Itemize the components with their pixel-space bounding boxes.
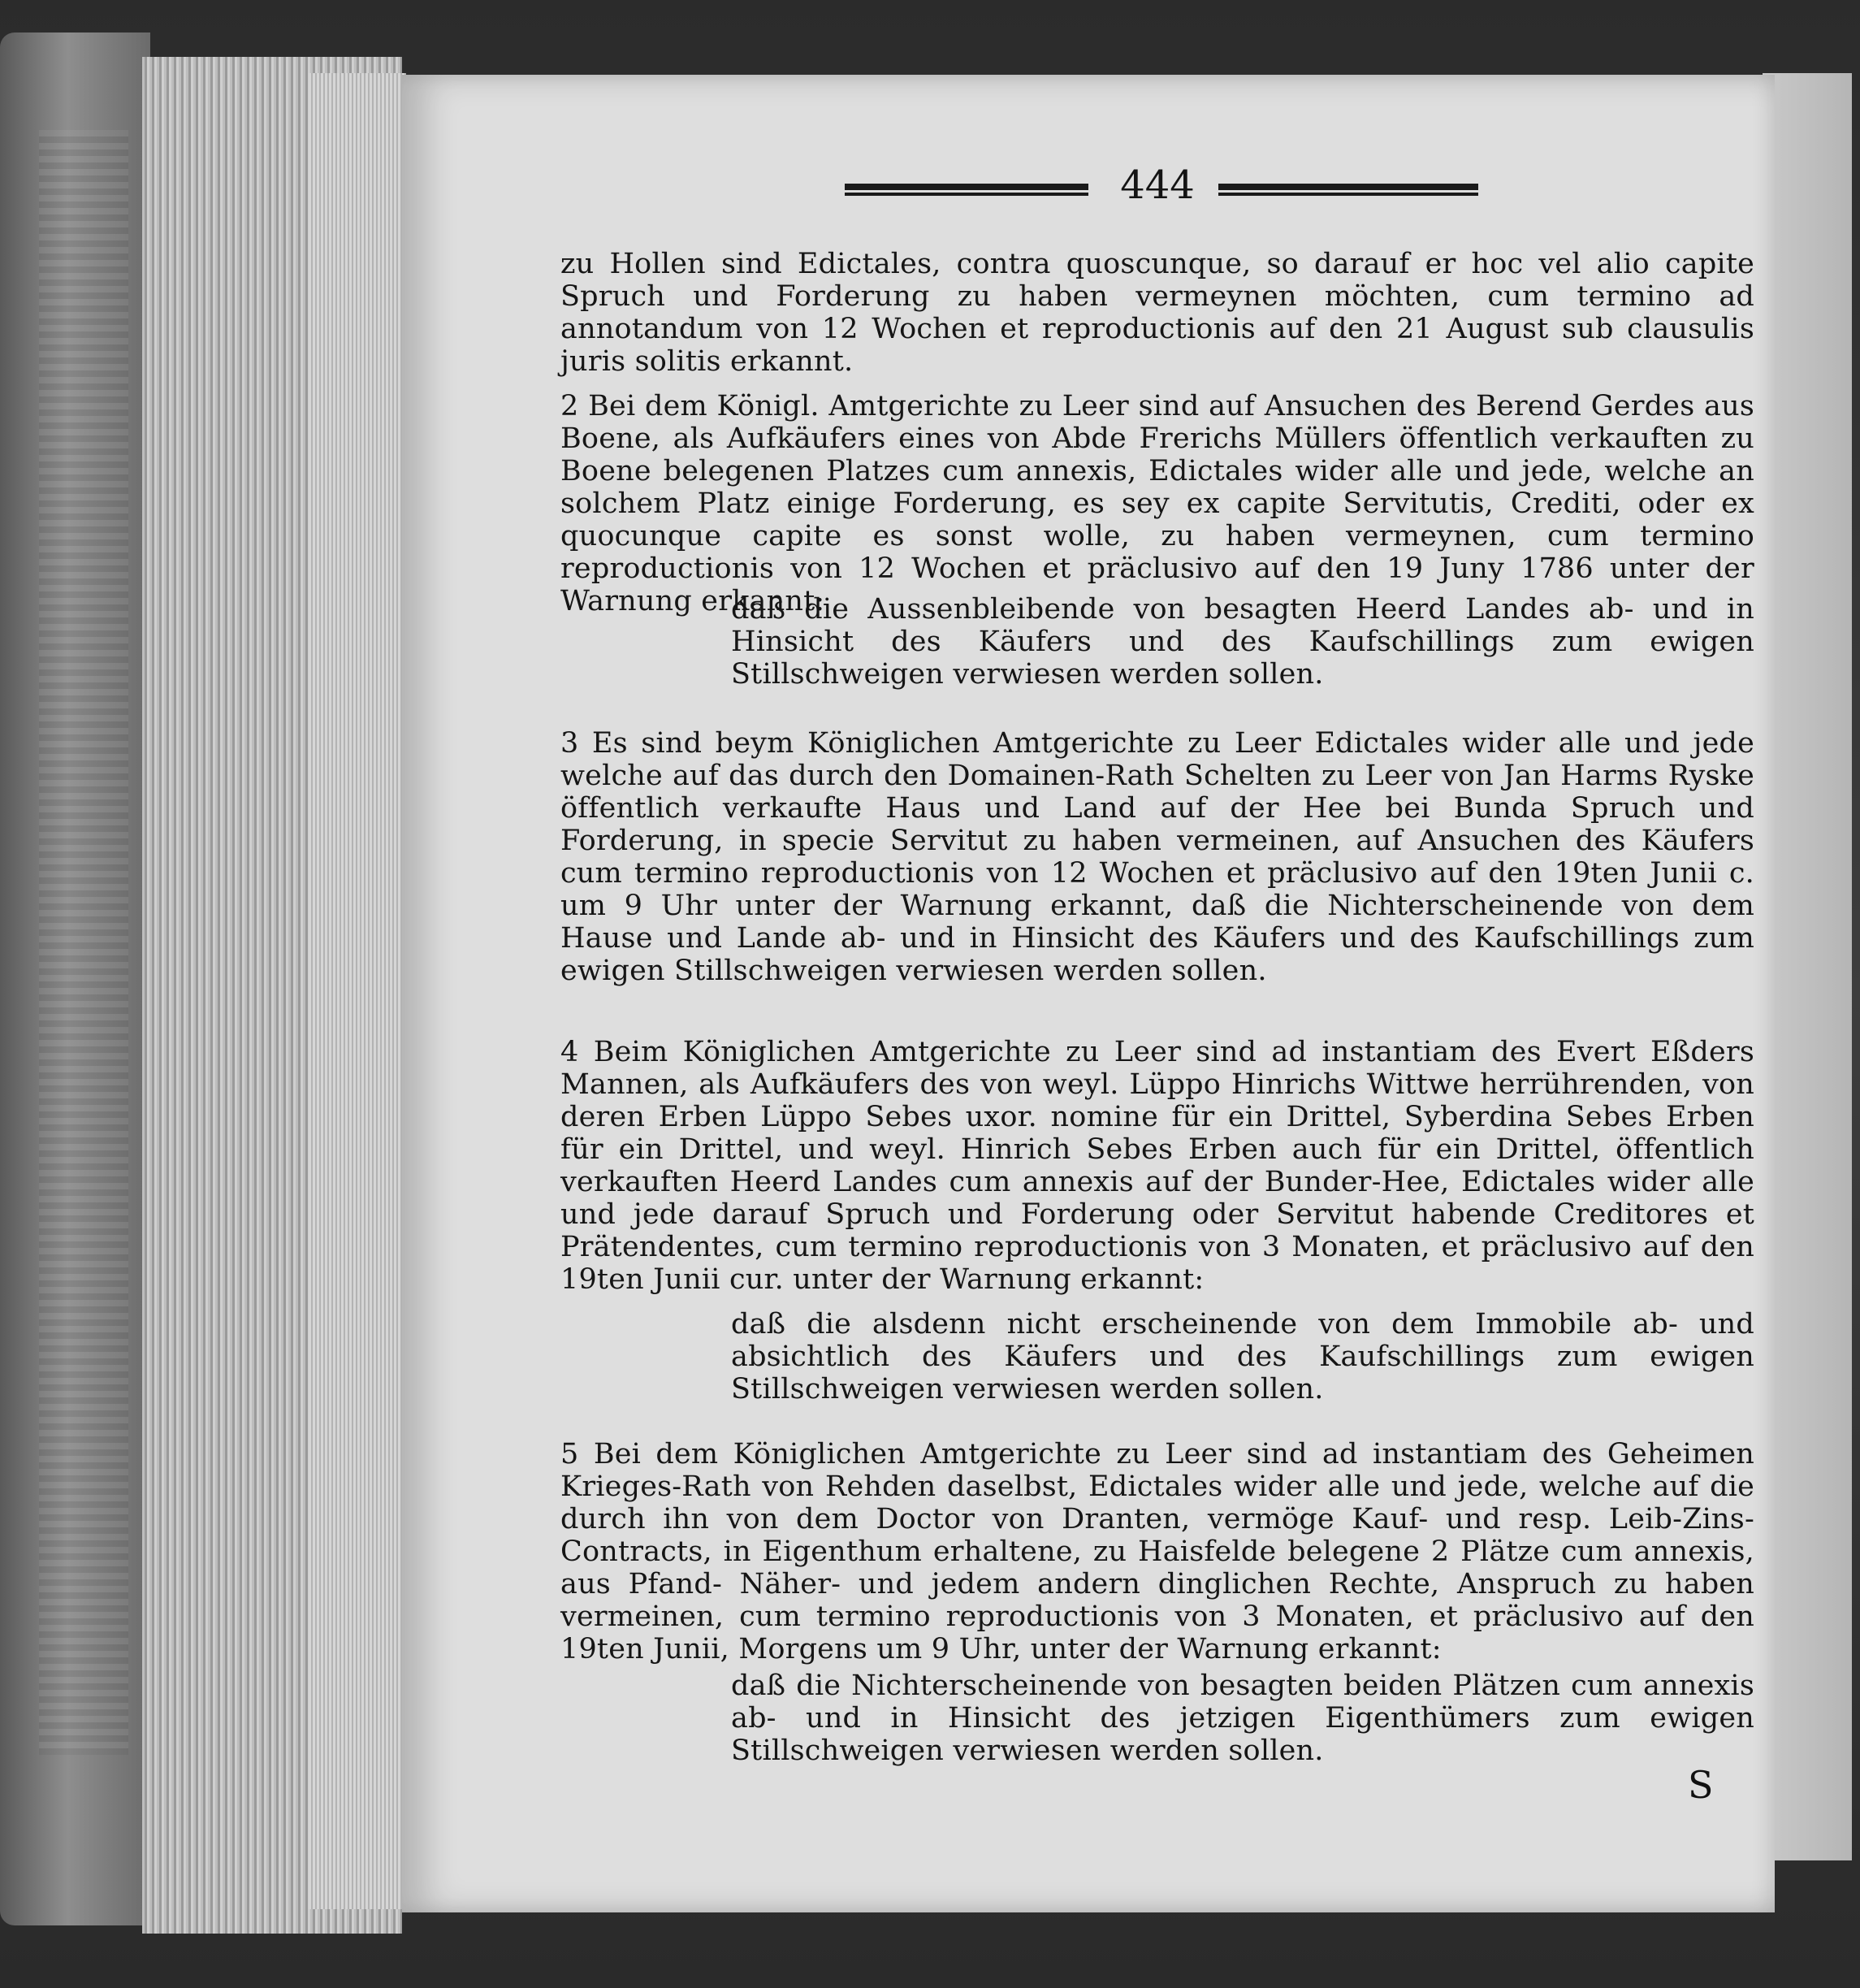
paragraph-5-clause: daß die Nichterscheinende von besagten beiden Plätzen cum annexis ab- und in Hinsicht des jetzigen Eigenthümers zum ewigen Stillschweigen verwiesen werden sollen. xyxy=(731,1670,1754,1767)
paragraph-4: 4 Beim Königlichen Amtgerichte zu Leer sind ad instantiam des Evert Eßders Mannen, als Aufkäufers des von weyl. Lüppo Hinrichs Wittwe herrührenden, von deren Erben Lüppo Sebes uxor. nomine für ein Drittel, Syberdina Sebes Erben für ein Drittel, und weyl. Hinrich Sebes Erben auch für ein Drittel, öffentlich verkauften Heerd Landes cum annexis auf der Bunder-Hee, Edictales wider alle und jede darauf Spruch und Forderung oder Servitut habende Creditores et Prätendentes, cum termino reproductionis von 3 Monaten, et präclusivo auf den 19ten Junii cur. unter der Warnung erkannt: xyxy=(560,1036,1754,1296)
paragraph-3: 3 Es sind beym Königlichen Amtgerichte zu Leer Edictales wider alle und jede welche auf das durch den Domainen-Rath Schelten zu Leer von Jan Harms Ryske öffentlich verkaufte Haus und Land auf der Hee bei Bunda Spruch und Forderung, in specie Servitut zu haben vermeinen, auf Ansuchen des Käufers cum termino reproductionis von 12 Wochen et präclusivo auf den 19ten Junii c. um 9 Uhr unter der Warnung erkannt, daß die Nichterscheinende von dem Hause und Lande ab- und in Hinsicht des Käufers und des Kaufschillings zum ewigen Stillschweigen verwiesen werden sollen. xyxy=(560,727,1754,987)
paragraph-2-clause: daß die Aussenbleibende von besagten Heerd Landes ab- und in Hinsicht des Käufers und des Kaufschillings zum ewigen Stillschweigen verwiesen werden sollen. xyxy=(731,593,1754,691)
header-rule-left xyxy=(845,184,1088,196)
paragraph-1: zu Hollen sind Edictales, contra quoscunque, so darauf er hoc vel alio capite Spruch und Forderung zu haben vermeynen möchten, cum termino ad annotandum von 12 Wochen et reproductionis auf den 21 August sub clausulis juris solitis erkannt. xyxy=(560,248,1754,378)
book-cover-left xyxy=(0,32,150,1925)
header-rule-right xyxy=(1218,184,1478,196)
catchword: S xyxy=(1688,1763,1714,1807)
paragraph-5: 5 Bei dem Königlichen Amtgerichte zu Leer sind ad instantiam des Geheimen Krieges-Rath von Rehden daselbst, Edictales wider alle und jede, welche auf die durch ihn von dem Doctor von Dranten, vermöge Kauf- und resp. Leib-Zins-Contracts, in Eigenthum erhaltene, zu Haisfelde belegene 2 Plätze cum annexis, aus Pfand- Näher- und jedem andern dinglichen Rechte, Anspruch zu haben vermeinen, cum termino reproductionis von 3 Monaten, et präclusivo auf den 19ten Junii, Morgens um 9 Uhr, unter der Warnung erkannt: xyxy=(560,1438,1754,1665)
page-stack-inner-edge xyxy=(309,73,406,1909)
page-number: 444 xyxy=(1120,162,1195,208)
paragraph-2: 2 Bei dem Königl. Amtgerichte zu Leer sind auf Ansuchen des Berend Gerdes aus Boene, als Aufkäufers eines von Abde Frerichs Müllers öffentlich verkauften zu Boene belegenen Platzes cum annexis, Edictales wider alle und jede, welche an solchem Platz einige Forderung, es sey ex capite Servitutis, Crediti, oder ex quocunque capite es sonst wolle, zu haben vermeynen, cum termino reproductionis von 12 Wochen et präclusivo auf den 19 Juny 1786 unter der Warnung erkannt: xyxy=(560,390,1754,617)
facing-page-edge xyxy=(1763,73,1852,1860)
page-header xyxy=(845,162,1478,211)
paragraph-4-clause: daß die alsdenn nicht erscheinende von dem Immobile ab- und absichtlich des Käufers und des Kaufschillings zum ewigen Stillschweigen verwiesen werden sollen. xyxy=(731,1308,1754,1405)
